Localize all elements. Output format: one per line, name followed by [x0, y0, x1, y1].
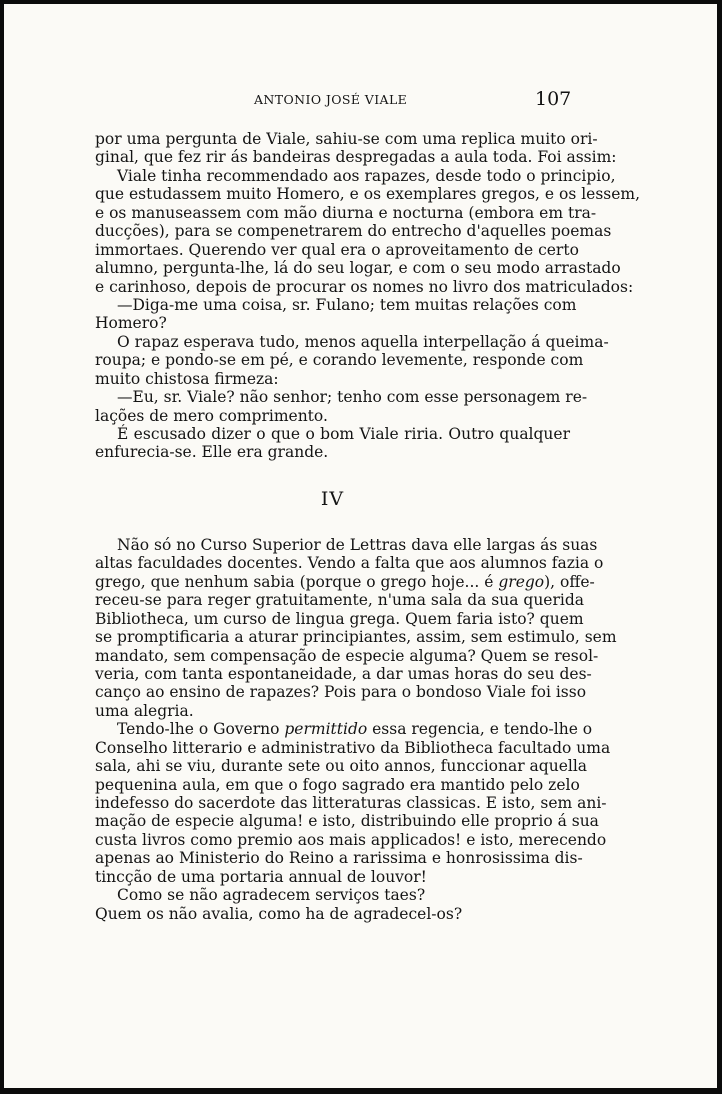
text-line: veria, com tanta espontaneidade, a dar umas horas do seu des- [95, 664, 592, 683]
text-line: custa livros como premio aos mais applicados! e isto, merecendo [95, 830, 607, 849]
text-line: O rapaz esperava tudo, menos aquella interpellação á queima- [117, 332, 609, 351]
text-line: apenas ao Ministerio do Reino a rarissima e honrosissima dis- [95, 849, 583, 868]
text-line: por uma pergunta de Viale, sahiu-se com uma replica muito ori- [95, 130, 598, 148]
text-line: Bibliotheca, um curso de lingua grega. Quem faria isto? quem [95, 609, 584, 628]
italic-word: permittido [284, 720, 368, 739]
page-header [4, 88, 717, 112]
text-line: mandato, sem compensação de especie alguma? Quem se resol- [95, 646, 599, 665]
text-line: uma alegria. [95, 701, 194, 720]
text-line: roupa; e pondo-se em pé, e corando levemente, responde com [95, 351, 584, 370]
text-line: sala, ahi se viu, durante sete ou oito annos, funccionar aquella [95, 757, 588, 776]
body-text [95, 130, 641, 923]
text-line: Viale tinha recommendado aos rapazes, desde todo o principio, [117, 166, 616, 185]
text-line: canço ao ensino de rapazes? Pois para o bondoso Viale foi isso [95, 683, 587, 702]
text-line: que estudassem muito Homero, e os exemplares gregos, e os lessem, [95, 185, 641, 204]
text-line: enfurecia-se. Elle era grande. [95, 443, 329, 462]
text-line: —Diga-me uma coisa, sr. Fulano; tem muitas relações com [117, 295, 577, 314]
text-line: Tendo-lhe o Governo permittido essa regencia, e tendo-lhe o [117, 720, 593, 739]
text-line: É escusado dizer o que o bom Viale riria. Outro qualquer [117, 425, 570, 443]
text-line: receu-se para reger gratuitamente, n'uma sala da sua querida [95, 591, 584, 610]
text-line: grego, que nenhum sabia (porque o grego hoje... é grego), offe- [95, 572, 595, 591]
text-line: muito chistosa firmeza: [95, 369, 279, 388]
section-heading: IV [320, 487, 345, 510]
text-line: ginal, que fez rir ás bandeiras despregadas a aula toda. Foi assim: [95, 148, 617, 167]
text-line: pequenina aula, em que o fogo sagrado era mantido pelo zelo [95, 775, 580, 794]
text-line: Quem os não avalia, como ha de agradecel-os? [95, 904, 463, 923]
text-line: indefesso do sacerdote das litteraturas classicas. E isto, sem ani- [95, 794, 607, 812]
book-page [4, 4, 717, 1088]
text-line: ducções), para se compenetrarem do entrecho d'aquelles poemas [95, 222, 612, 241]
text-line: —Eu, sr. Viale? não senhor; tenho com esse personagem re- [117, 388, 588, 407]
running-head: ANTONIO JOSÉ VIALE [254, 92, 408, 107]
text-line: immortaes. Querendo ver qual era o aproveitamento de certo [95, 240, 579, 259]
text-line: e os manuseassem com mão diurna e nocturna (embora em tra- [95, 203, 597, 222]
text-line: e carinhoso, depois de procurar os nomes no livro dos matriculados: [95, 277, 634, 296]
text-line: se promptificaria a aturar principiantes, assim, sem estimulo, sem [95, 628, 617, 647]
text-line: tincção de uma portaria annual de louvor! [95, 867, 427, 886]
text-line: mação de especie alguma! e isto, distribuindo elle proprio á sua [95, 812, 599, 831]
text-line: alumno, pergunta-lhe, lá do seu logar, e com o seu modo arrastado [95, 259, 621, 278]
text-line: Homero? [95, 314, 167, 333]
text-line: Não só no Curso Superior de Lettras dava elle largas ás suas [117, 535, 598, 554]
text-line: Conselho litterario e administrativo da Bibliotheca facultado uma [95, 738, 611, 757]
text-line: altas faculdades docentes. Vendo a falta que aos alumnos fazia o [95, 554, 604, 573]
italic-word: grego [498, 572, 545, 591]
text-line: Como se não agradecem serviços taes? [117, 886, 426, 905]
page-number: 107 [535, 88, 572, 110]
text-line: lações de mero comprimento. [95, 406, 328, 425]
